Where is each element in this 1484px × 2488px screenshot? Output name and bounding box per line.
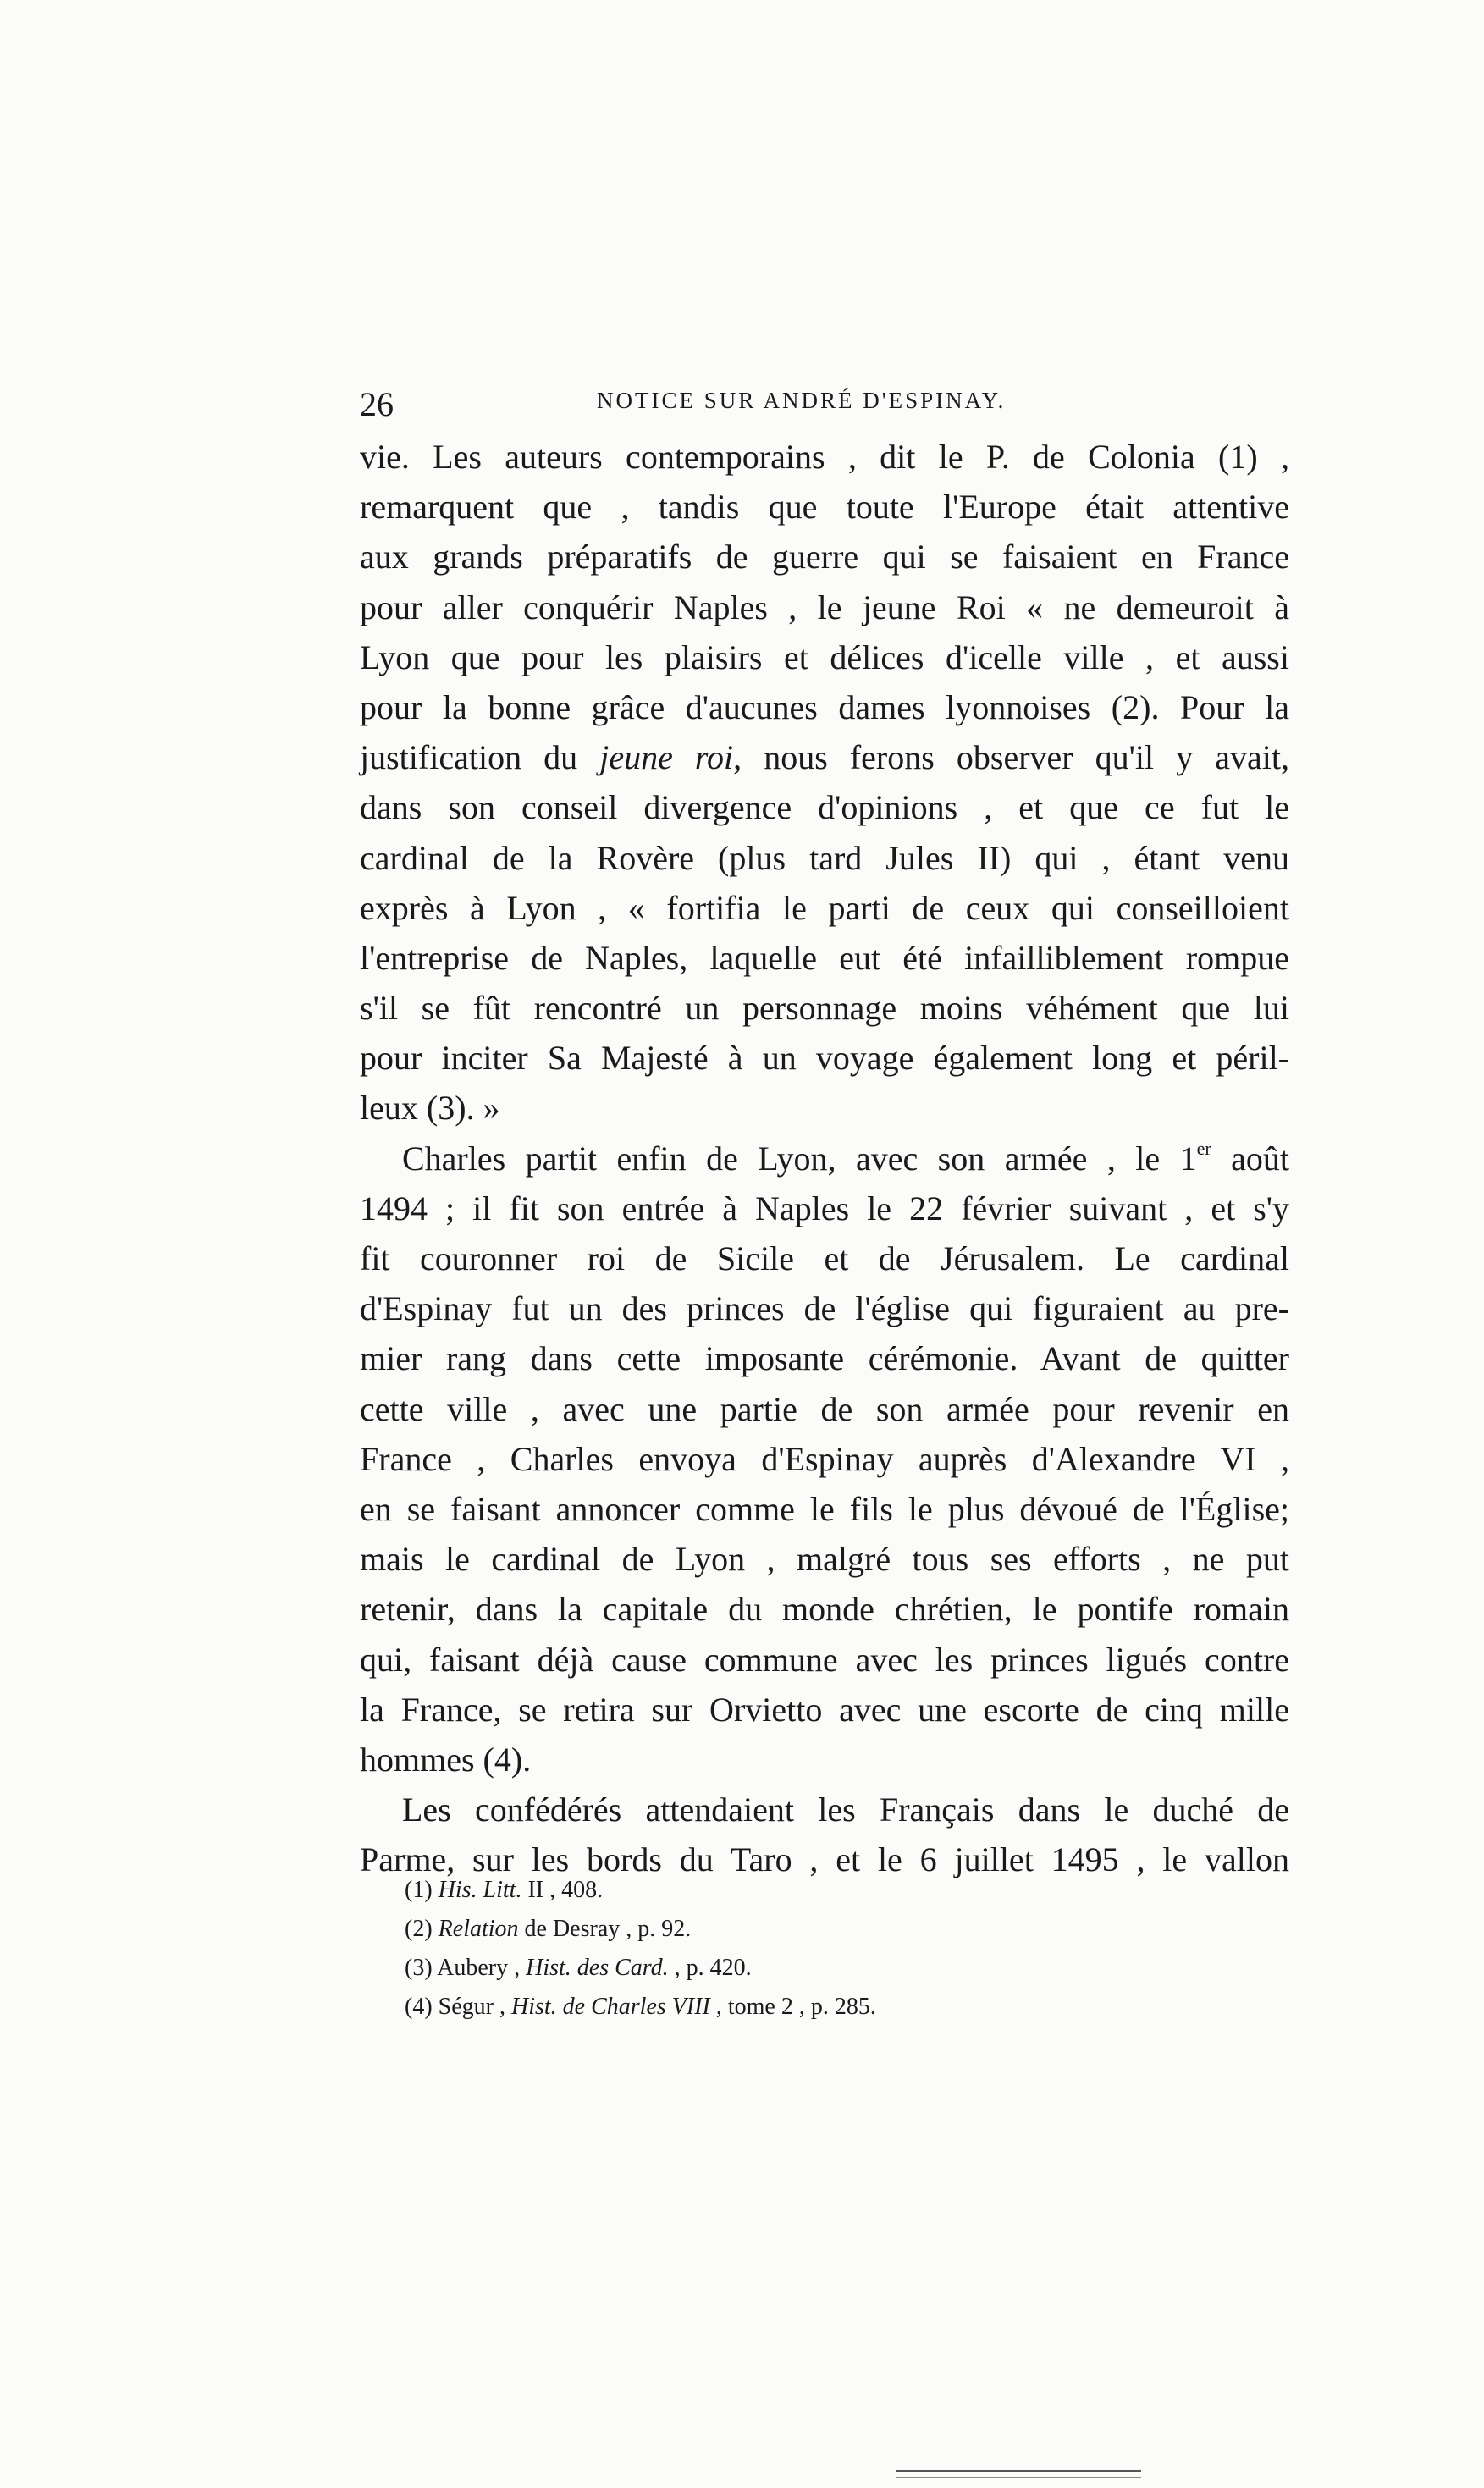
footnote-text: , tome 2 , p. 285. xyxy=(709,1994,876,2020)
footnote-number: (1) xyxy=(405,1877,433,1903)
footnote-number: (4) xyxy=(405,1994,433,2020)
text-fragment: justification du xyxy=(360,738,600,777)
footnote xyxy=(405,1988,1167,2027)
footnote xyxy=(405,1871,1167,1910)
text-line: mier rang dans cette imposante cérémonie. Avant de quitter xyxy=(360,1339,1289,1378)
text-line: Les confédérés attendaient les Français dans le duché de xyxy=(402,1790,1289,1829)
text-fragment: Charles partit enfin de Lyon, avec son armée , le 1 xyxy=(402,1139,1197,1178)
superscript: er xyxy=(1196,1137,1211,1159)
text-line: exprès à Lyon , « fortifia le parti de ceux qui conseilloient xyxy=(360,888,1289,927)
text-line: d'Espinay fut un des princes de l'église qui figuraient au pre- xyxy=(360,1289,1289,1328)
text-line: en se faisant annoncer comme le fils le plus dévoué de l'Église; xyxy=(360,1489,1289,1528)
footnote-text: de Desray , p. 92. xyxy=(518,1916,692,1942)
body-text xyxy=(360,432,1289,1884)
text-line: dans son conseil divergence d'opinions , et que ce fut le xyxy=(360,788,1289,827)
footnote xyxy=(405,1910,1167,1949)
text-line: pour la bonne grâce d'aucunes dames lyonnoises (2). Pour la xyxy=(360,687,1289,726)
text-line: fit couronner roi de Sicile et de Jérusalem. Le cardinal xyxy=(360,1239,1289,1277)
footnote-number: (2) xyxy=(405,1916,433,1942)
bottom-rule xyxy=(896,2470,1141,2472)
footnote-title: Hist. de Charles VIII xyxy=(510,1994,710,2020)
text-line: aux grands préparatifs de guerre qui se faisaient en France xyxy=(360,538,1289,576)
footnote-title: Hist. des Card. xyxy=(526,1955,669,1981)
text-line: remarquent que , tandis que toute l'Europe était attentive xyxy=(360,488,1289,527)
text-line xyxy=(360,732,1289,782)
bottom-rule-thin xyxy=(896,2477,1141,2478)
text-line: la France, se retira sur Orvietto avec une escorte de cinq mille xyxy=(360,1690,1289,1729)
text-line: France , Charles envoya d'Espinay auprès d'Alexandre VI , xyxy=(360,1439,1289,1478)
text-fragment: , nous ferons observer qu'il y avait, xyxy=(733,738,1289,777)
page-number: 26 xyxy=(360,385,394,423)
footnote-number: (3) xyxy=(405,1955,433,1981)
footnote-text: II , 408. xyxy=(521,1877,604,1903)
text-line: pour aller conquérir Naples , le jeune Roi « ne demeuroit à xyxy=(360,588,1289,626)
footnote-title: His. Litt. xyxy=(438,1877,522,1903)
text-line: s'il se fût rencontré un personnage moins véhément que lui xyxy=(360,989,1289,1028)
text-line: l'entreprise de Naples, laquelle eut été infailliblement rompue xyxy=(360,938,1289,977)
page-header xyxy=(360,378,1289,428)
footnote xyxy=(405,1949,1167,1988)
footnote-author: Aubery , xyxy=(437,1955,527,1981)
footnote-title: Relation xyxy=(438,1916,519,1942)
italic-phrase: jeune roi xyxy=(599,738,734,777)
text-line: vie. Les auteurs contemporains , dit le P. de Colonia (1) , xyxy=(360,438,1289,476)
text-line: 1494 ; il fit son entrée à Naples le 22 février suivant , et s'y xyxy=(360,1189,1289,1227)
footnotes xyxy=(405,1871,1167,2027)
footnote-text: , p. 420. xyxy=(668,1955,752,1981)
text-line: Lyon que pour les plaisirs et délices d'icelle ville , et aussi xyxy=(360,637,1289,676)
footnote-author: Ségur , xyxy=(438,1994,511,2020)
text-line: leux (3). » xyxy=(360,1089,500,1128)
text-line: Parme, sur les bords du Taro , et le 6 juillet 1495 , le vallon xyxy=(360,1840,1289,1879)
text-line: pour inciter Sa Majesté à un voyage également long et péril- xyxy=(360,1039,1289,1078)
text-line: cardinal de la Rovère (plus tard Jules II) qui , étant venu xyxy=(360,838,1289,877)
text-line: retenir, dans la capitale du monde chrétien, le pontife romain xyxy=(360,1590,1289,1629)
text-fragment: août xyxy=(1211,1139,1289,1178)
running-title: NOTICE SUR ANDRÉ D'ESPINAY. xyxy=(597,388,1007,413)
text-line: cette ville , avec une partie de son armée pour revenir en xyxy=(360,1389,1289,1428)
text-line: hommes (4). xyxy=(360,1740,532,1779)
text-line xyxy=(360,1134,1289,1183)
text-line: mais le cardinal de Lyon , malgré tous ses efforts , ne put xyxy=(360,1540,1289,1579)
text-line: qui, faisant déjà cause commune avec les princes ligués contre xyxy=(360,1640,1289,1679)
